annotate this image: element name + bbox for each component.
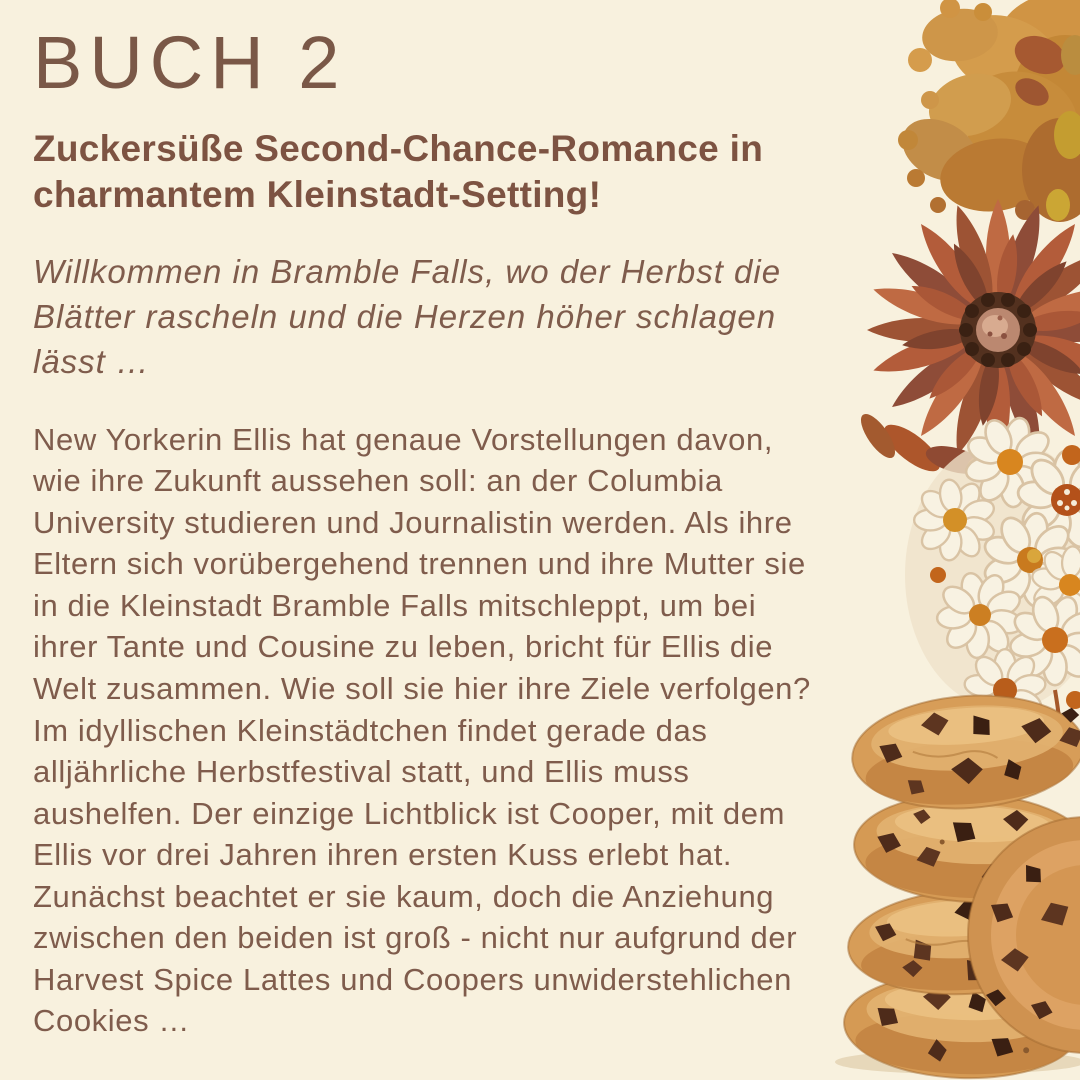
body-paragraph: New Yorkerin Ellis hat genaue Vorstellungen davon, wie ihre Zukunft aussehen soll: an der Columbia University studieren und Journalistin werden. Als ihre Eltern sich vorübergehend trennen und ihre Mutter sie in die Kleinstadt Bramble Falls mitschleppt, um bei ihrer Tante und Cousine zu leben, bricht für Ellis die Welt zusammen. Wie soll sie hier ihre Ziele verfolgen? Im idyllischen Kleinstädtchen findet gerade das alljährliche Herbstfestival statt, und Ellis muss aushelfen. Der einzige Lichtblick ist Cooper, mit dem Ellis vor drei Jahren ihren ersten Kuss erlebt hat. Zunächst beachtet er sie kaum, doch die Anziehung zwischen den beiden ist groß - nicht nur aufgrund der Harvest Spice Lattes und Coopers unwiderstehlichen Cookies … — [33, 421, 811, 1039]
intro-paragraph: Willkommen in Bramble Falls, wo der Herbst die Blätter rascheln und die Herzen höher schlagen lässt … — [33, 253, 782, 380]
subtitle-heading: Zuckersüße Second-Chance-Romance in charmantem Kleinstadt-Setting! — [33, 127, 764, 215]
cookie-stack-illustration — [835, 688, 1080, 1080]
orange-daisy-illustration — [867, 199, 1080, 461]
page-title: BUCH 2 — [33, 21, 347, 104]
autumn-foliage-illustration — [892, 0, 1080, 222]
